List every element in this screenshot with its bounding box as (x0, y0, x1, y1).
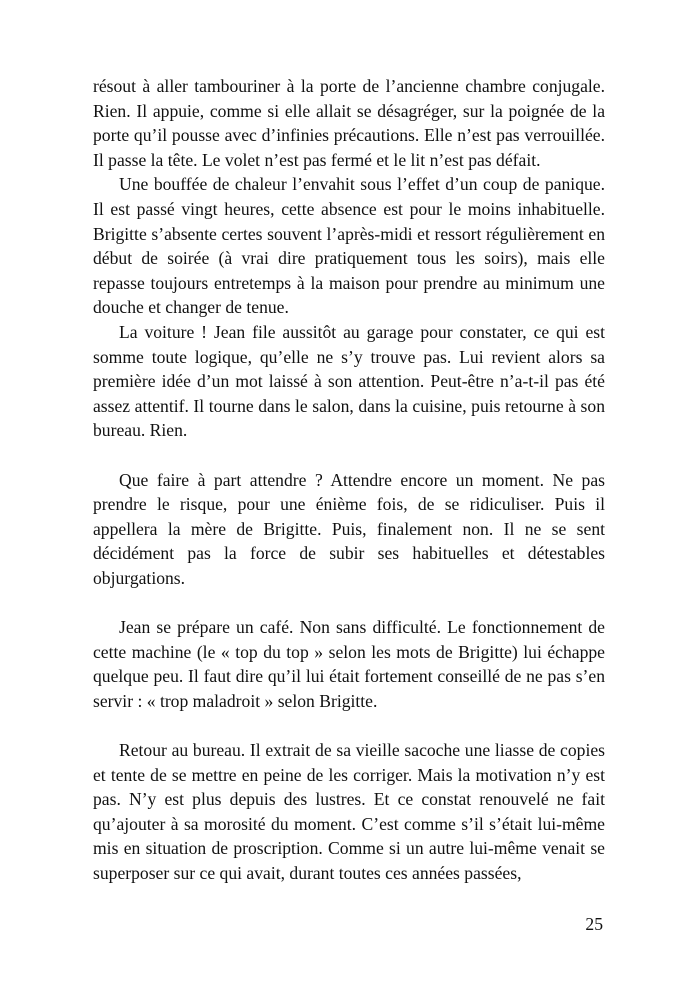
paragraph-wait: Que faire à part attendre ? Attendre encore un moment. Ne pas prendre le risque, pour une énième fois, de se ridiculiser. Puis il appellera la mère de Brigitte. Puis, finalement non. Il ne se sent décidément pas la force de subir ses habituelles et détestables objurgations. (93, 469, 605, 588)
page-body (93, 74, 605, 886)
paragraph-car: La voiture ! Jean file aussitôt au garage pour constater, ce qui est somme toute logique, qu’elle ne s’y trouve pas. Lui revient alors sa première idée d’un mot laissé à son attention. Peut-être n’a-t-il pas été assez attentif. Il tourne dans le salon, dans la cuisine, puis retourne à son bureau. Rien. (93, 321, 605, 441)
paragraph-gap (93, 713, 605, 738)
paragraph-continuation: résout à aller tambouriner à la porte de l’ancienne chambre conjugale. Rien. Il appuie, comme si elle allait se désagréger, sur la poignée de la porte qu’il pousse avec d’infinies précautions. Elle n’est pas verrouillée. Il passe la tête. Le volet n’est pas fermé et le lit n’est pas défait. (93, 76, 605, 170)
paragraph-coffee: Jean se prépare un café. Non sans difficulté. Le fonctionnement de cette machine (le « top du top » selon les mots de Brigitte) lui échappe quelque peu. Il faut dire qu’il lui était fortement conseillé de ne pas s’en servir : « trop maladroit » selon Brigitte. (93, 617, 605, 711)
paragraph-gap (93, 590, 605, 615)
paragraph-gap (93, 443, 605, 468)
page-number: 25 (585, 914, 603, 934)
paragraph-office: Retour au bureau. Il extrait de sa vieille sacoche une liasse de copies et tente de se mettre en peine de les corriger. Mais la motivation n’y est pas. N’y est plus depuis des lustres. Et ce constat renouvelé ne fait qu’ajouter à sa morosité du moment. C’est comme s’il s’était lui-même mis en situation de proscription. Comme si un autre lui-même venait se superposer sur ce qui avait, durant toutes ces années passées, (93, 740, 605, 883)
paragraph-panic: Une bouffée de chaleur l’envahit sous l’effet d’un coup de panique. Il est passé vingt heures, cette absence est pour le moins inhabituelle. Brigitte s’absente certes souvent l’après-midi et ressort régulièrement en début de soirée (à vrai dire pratiquement tous les soirs), mais elle repasse toujours entretemps à la maison pour prendre au minimum une douche et changer de tenue. (93, 174, 605, 318)
